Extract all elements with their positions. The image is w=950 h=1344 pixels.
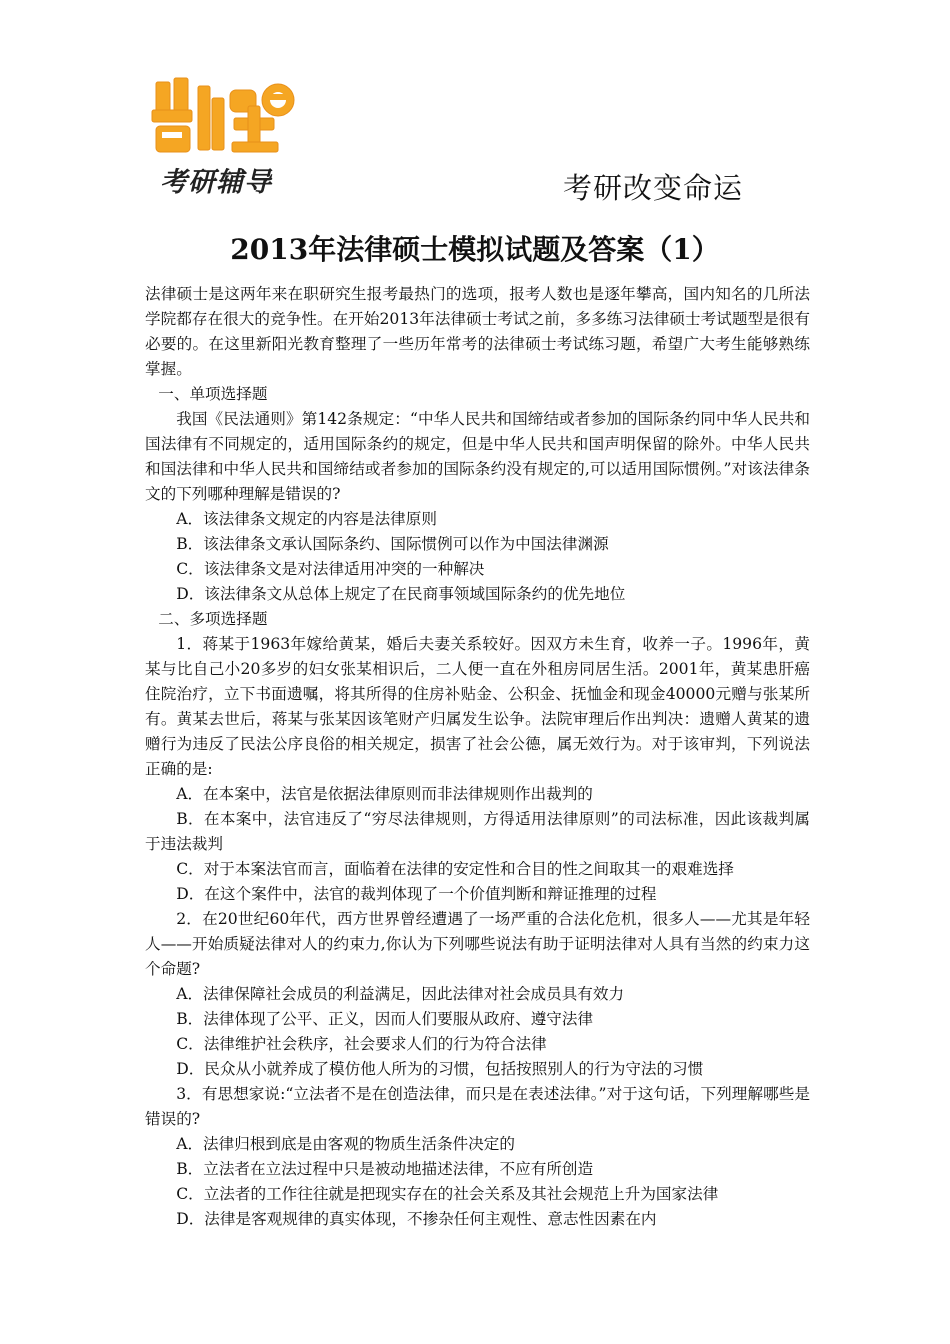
option-a: A．该法律条文规定的内容是法律原则	[176, 510, 437, 528]
option-d: D．民众从小就养成了模仿他人所为的习惯，包括按照别人的行为守法的习惯	[176, 1060, 704, 1078]
option-c: C．法律维护社会秩序，社会要求人们的行为符合法律	[176, 1035, 547, 1053]
option-c: C．该法律条文是对法律适用冲突的一种解决	[176, 560, 485, 578]
option-d: D．法律是客观规律的真实体现，不掺杂任何主观性、意志性因素在内	[176, 1210, 657, 1228]
option-c: C．对于本案法官而言，面临着在法律的安定性和合目的性之间取其一的艰难选择	[176, 860, 734, 878]
option-d: D．该法律条文从总体上规定了在民商事领域国际条约的优先地位	[176, 585, 626, 603]
section-heading-multiple-choice: 二、多项选择题	[158, 610, 268, 628]
option-b: B．该法律条文承认国际条约、国际惯例可以作为中国法律渊源	[176, 535, 609, 553]
option-c: C．立法者的工作往往就是把现实存在的社会关系及其社会规范上升为国家法律	[176, 1185, 719, 1203]
option-b: B．立法者在立法过程中只是被动地描述法律，不应有所创造	[176, 1160, 594, 1178]
section-heading-single-choice: 一、单项选择题	[158, 385, 268, 403]
document-body	[145, 282, 810, 1232]
option-b: B．在本案中，法官违反了“穷尽法律规则，方得适用法律原则”的司法标准，因此该裁判属于违法裁判	[145, 810, 810, 853]
question-stem: 2．在20世纪60年代，西方世界曾经遭遇了一场严重的合法化危机，很多人——尤其是年轻人——开始质疑法律对人的约束力,你认为下列哪些说法有助于证明法律对人具有当然的约束力这个命题?	[145, 910, 810, 978]
logo-subtitle: 考研辅导	[160, 167, 272, 198]
slogan: 考研改变命运	[563, 171, 744, 205]
option-a: A．法律保障社会成员的利益满足，因此法律对社会成员具有效力	[176, 985, 625, 1003]
page-title: 2013年法律硕士模拟试题及答案（1）	[230, 233, 720, 266]
intro-paragraph: 法律硕士是这两年来在职研究生报考最热门的选项，报考人数也是逐年攀高，国内知名的几所法学院都存在很大的竞争性。在开始2013年法律硕士考试之前，多多练习法律硕士考试题型是很有必要的。在这里新阳光教育整理了一些历年常考的法律硕士考试练习题，希望广大考生能够熟练掌握。	[145, 285, 810, 378]
option-a: A．在本案中，法官是依据法律原则而非法律规则作出裁判的	[176, 785, 593, 803]
option-d: D．在这个案件中，法官的裁判体现了一个价值判断和辩证推理的过程	[176, 885, 657, 903]
option-a: A．法律归根到底是由客观的物质生活条件决定的	[176, 1135, 515, 1153]
question-stem: 我国《民法通则》第142条规定：“中华人民共和国缔结或者参加的国际条约同中华人民共和国法律有不同规定的，适用国际条约的规定，但是中华人民共和国声明保留的除外。中华人民共和国法律和中华人民共和国缔结或者参加的国际条约没有规定的,可以适用国际惯例。”对该法律条文的下列哪种理解是错误的?	[145, 410, 810, 503]
question-stem: 1．蒋某于1963年嫁给黄某，婚后夫妻关系较好。因双方未生育，收养一子。1996年，黄某与比自己小20多岁的妇女张某相识后，二人便一直在外租房同居生活。2001年，黄某患肝癌住院治疗，立下书面遗嘱，将其所得的住房补贴金、公积金、抚恤金和现金40000元赠与张某所有。黄某去世后，蒋某与张某因该笔财产归属发生讼争。法院审理后作出判决：遗赠人黄某的遗赠行为违反了民法公序良俗的相关规定，损害了社会公德，属无效行为。对于该审判，下列说法正确的是:	[145, 635, 810, 778]
option-b: B．法律体现了公平、正义，因而人们要服从政府、遵守法律	[176, 1010, 594, 1028]
question-stem: 3．有思想家说:“立法者不是在创造法律，而只是在表述法律。”对于这句话，下列理解哪些是错误的?	[145, 1085, 810, 1128]
